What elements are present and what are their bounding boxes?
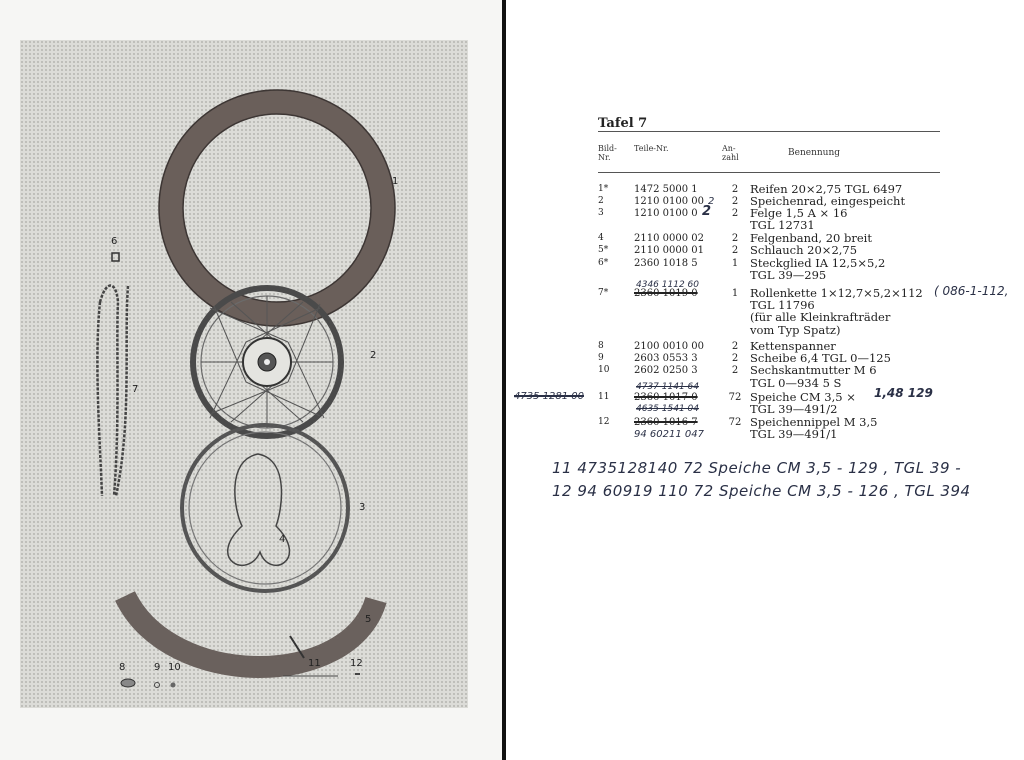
rim-band-drawing [228, 454, 290, 565]
cell-teil: 1210 0100 00 [634, 196, 704, 207]
cell-benennung: TGL 0—934 5 S [750, 376, 842, 390]
table-top-rule [598, 131, 940, 132]
cell-bild: 6* [598, 258, 609, 268]
rim-drawing [182, 425, 348, 591]
tensioner-washer-nut-drawing [121, 679, 176, 688]
cell-teil: 2360 1018 5 [634, 258, 698, 269]
figure-label-7: 7 [132, 384, 139, 395]
header-benennung: Benennung [788, 148, 841, 158]
cell-benennung: Felge 1,5 A × 16 [750, 206, 848, 220]
wheel-parts-drawing [20, 40, 468, 708]
cell-anzahl: 2 [731, 196, 739, 207]
cell-benennung: (für alle Kleinkrafträder [750, 310, 891, 324]
handwritten-margin-note: 4735 1281 00 [514, 391, 584, 402]
figure-label-4: 4 [279, 534, 286, 545]
roller-chain-drawing [97, 286, 128, 497]
cell-teil: 2100 0010 00 [634, 341, 704, 352]
cell-benennung: TGL 39—491/2 [750, 402, 838, 416]
cell-benennung: Sechskantmutter M 6 [750, 363, 877, 377]
cell-anzahl: 1 [731, 258, 739, 269]
header-anzahl: An- zahl [722, 144, 739, 162]
cell-benennung: Steckglied IA 12,5×5,2 [750, 256, 886, 270]
cell-anzahl: 2 [731, 353, 739, 364]
cell-teil-struck: 2360 1016 7 [634, 417, 698, 428]
chain-link-drawing [112, 253, 119, 261]
handwritten-note: 2 [702, 204, 712, 219]
cell-benennung: Rollenkette 1×12,7×5,2×112 [750, 286, 923, 300]
cell-teil: 2110 0000 01 [634, 245, 704, 256]
cell-bild: 5* [598, 245, 609, 255]
right-page [506, 0, 1024, 760]
figure-label-1: 1 [392, 176, 399, 187]
cell-anzahl: 2 [731, 365, 739, 376]
cell-anzahl: 1 [731, 288, 739, 299]
cell-anzahl: 2 [731, 184, 739, 195]
cell-benennung: TGL 39—491/1 [750, 427, 838, 441]
cell-teil-struck: 2360 1019 0 [634, 288, 698, 299]
figure-label-10: 10 [168, 662, 181, 673]
handwritten-part-number: 94 60211 047 [634, 429, 704, 440]
cell-anzahl: 2 [731, 245, 739, 256]
cell-bild: 4 [598, 233, 604, 243]
spoked-wheel-drawing [193, 288, 341, 436]
cell-bild: 8 [598, 341, 604, 351]
inner-tube-drawing [125, 596, 376, 667]
cell-benennung: Scheibe 6,4 TGL 0—125 [750, 351, 891, 365]
cell-benennung: Speichenrad, eingespeicht [750, 194, 906, 208]
cell-bild: 7* [598, 288, 609, 298]
cell-anzahl: 72 [728, 392, 742, 403]
figure-label-3: 3 [359, 502, 366, 513]
cell-teil: 1210 0100 0 [634, 208, 698, 219]
cell-anzahl: 2 [731, 341, 739, 352]
handwritten-note: 2 [708, 196, 715, 207]
figure-label-5: 5 [365, 614, 372, 625]
figure-label-8: 8 [119, 662, 126, 673]
cell-benennung: Speichennippel M 3,5 [750, 415, 878, 429]
cell-benennung: Speiche CM 3,5 × [750, 390, 856, 404]
figure-label-12: 12 [350, 658, 363, 669]
cell-teil-struck: 2360 1017 0 [634, 392, 698, 403]
figure-label-6: 6 [111, 236, 118, 247]
cell-anzahl: 72 [728, 417, 742, 428]
cell-benennung: Schlauch 20×2,75 [750, 243, 858, 257]
header-bild: Bild- Nr. [598, 144, 617, 162]
cell-bild: 2 [598, 196, 604, 206]
cell-anzahl: 2 [731, 208, 739, 219]
header-teil: Teile-Nr. [634, 144, 669, 153]
cell-bild: 9 [598, 353, 604, 363]
exploded-wheel-illustration [20, 40, 468, 708]
cell-bild: 12 [598, 417, 610, 427]
cell-benennung: TGL 12731 [750, 218, 815, 232]
cell-teil: 1472 5000 1 [634, 184, 698, 195]
handwritten-line-12: 12 94 60919 110 72 Speiche CM 3,5 - 126 , TGL 394 [552, 482, 971, 500]
handwritten-line-11: 11 4735128140 72 Speiche CM 3,5 - 129 , TGL 39 - [552, 459, 962, 477]
cell-anzahl: 2 [731, 233, 739, 244]
cell-bild: 10 [598, 365, 610, 375]
cell-bild: 11 [598, 392, 610, 402]
handwritten-correction: 1,48 129 [874, 386, 933, 400]
cell-benennung: vom Typ Spatz) [750, 323, 841, 337]
handwritten-part-number: 4737 1141 64 [636, 382, 699, 392]
figure-label-9: 9 [154, 662, 161, 673]
cell-benennung: Kettenspanner [750, 339, 836, 353]
cell-benennung: TGL 11796 [750, 298, 815, 312]
cell-teil: 2603 0553 3 [634, 353, 698, 364]
handwritten-part-number: 4635 1541 04 [636, 404, 699, 414]
figure-label-2: 2 [370, 350, 377, 361]
handwritten-part-number: 4346 1112 60 [636, 280, 699, 290]
table-header-rule [598, 172, 940, 173]
cell-benennung: TGL 39—295 [750, 268, 827, 282]
cell-benennung: Reifen 20×2,75 TGL 6497 [750, 182, 903, 196]
handwritten-note: ( 086-1-112, [934, 284, 1009, 298]
cell-bild: 3 [598, 208, 604, 218]
cell-teil: 2602 0250 3 [634, 365, 698, 376]
cell-bild: 1* [598, 184, 609, 194]
left-page [0, 0, 502, 760]
figure-label-11: 11 [308, 658, 321, 669]
cell-teil: 2110 0000 02 [634, 233, 704, 244]
table-title: Tafel 7 [598, 116, 648, 131]
cell-benennung: Felgenband, 20 breit [750, 231, 872, 245]
